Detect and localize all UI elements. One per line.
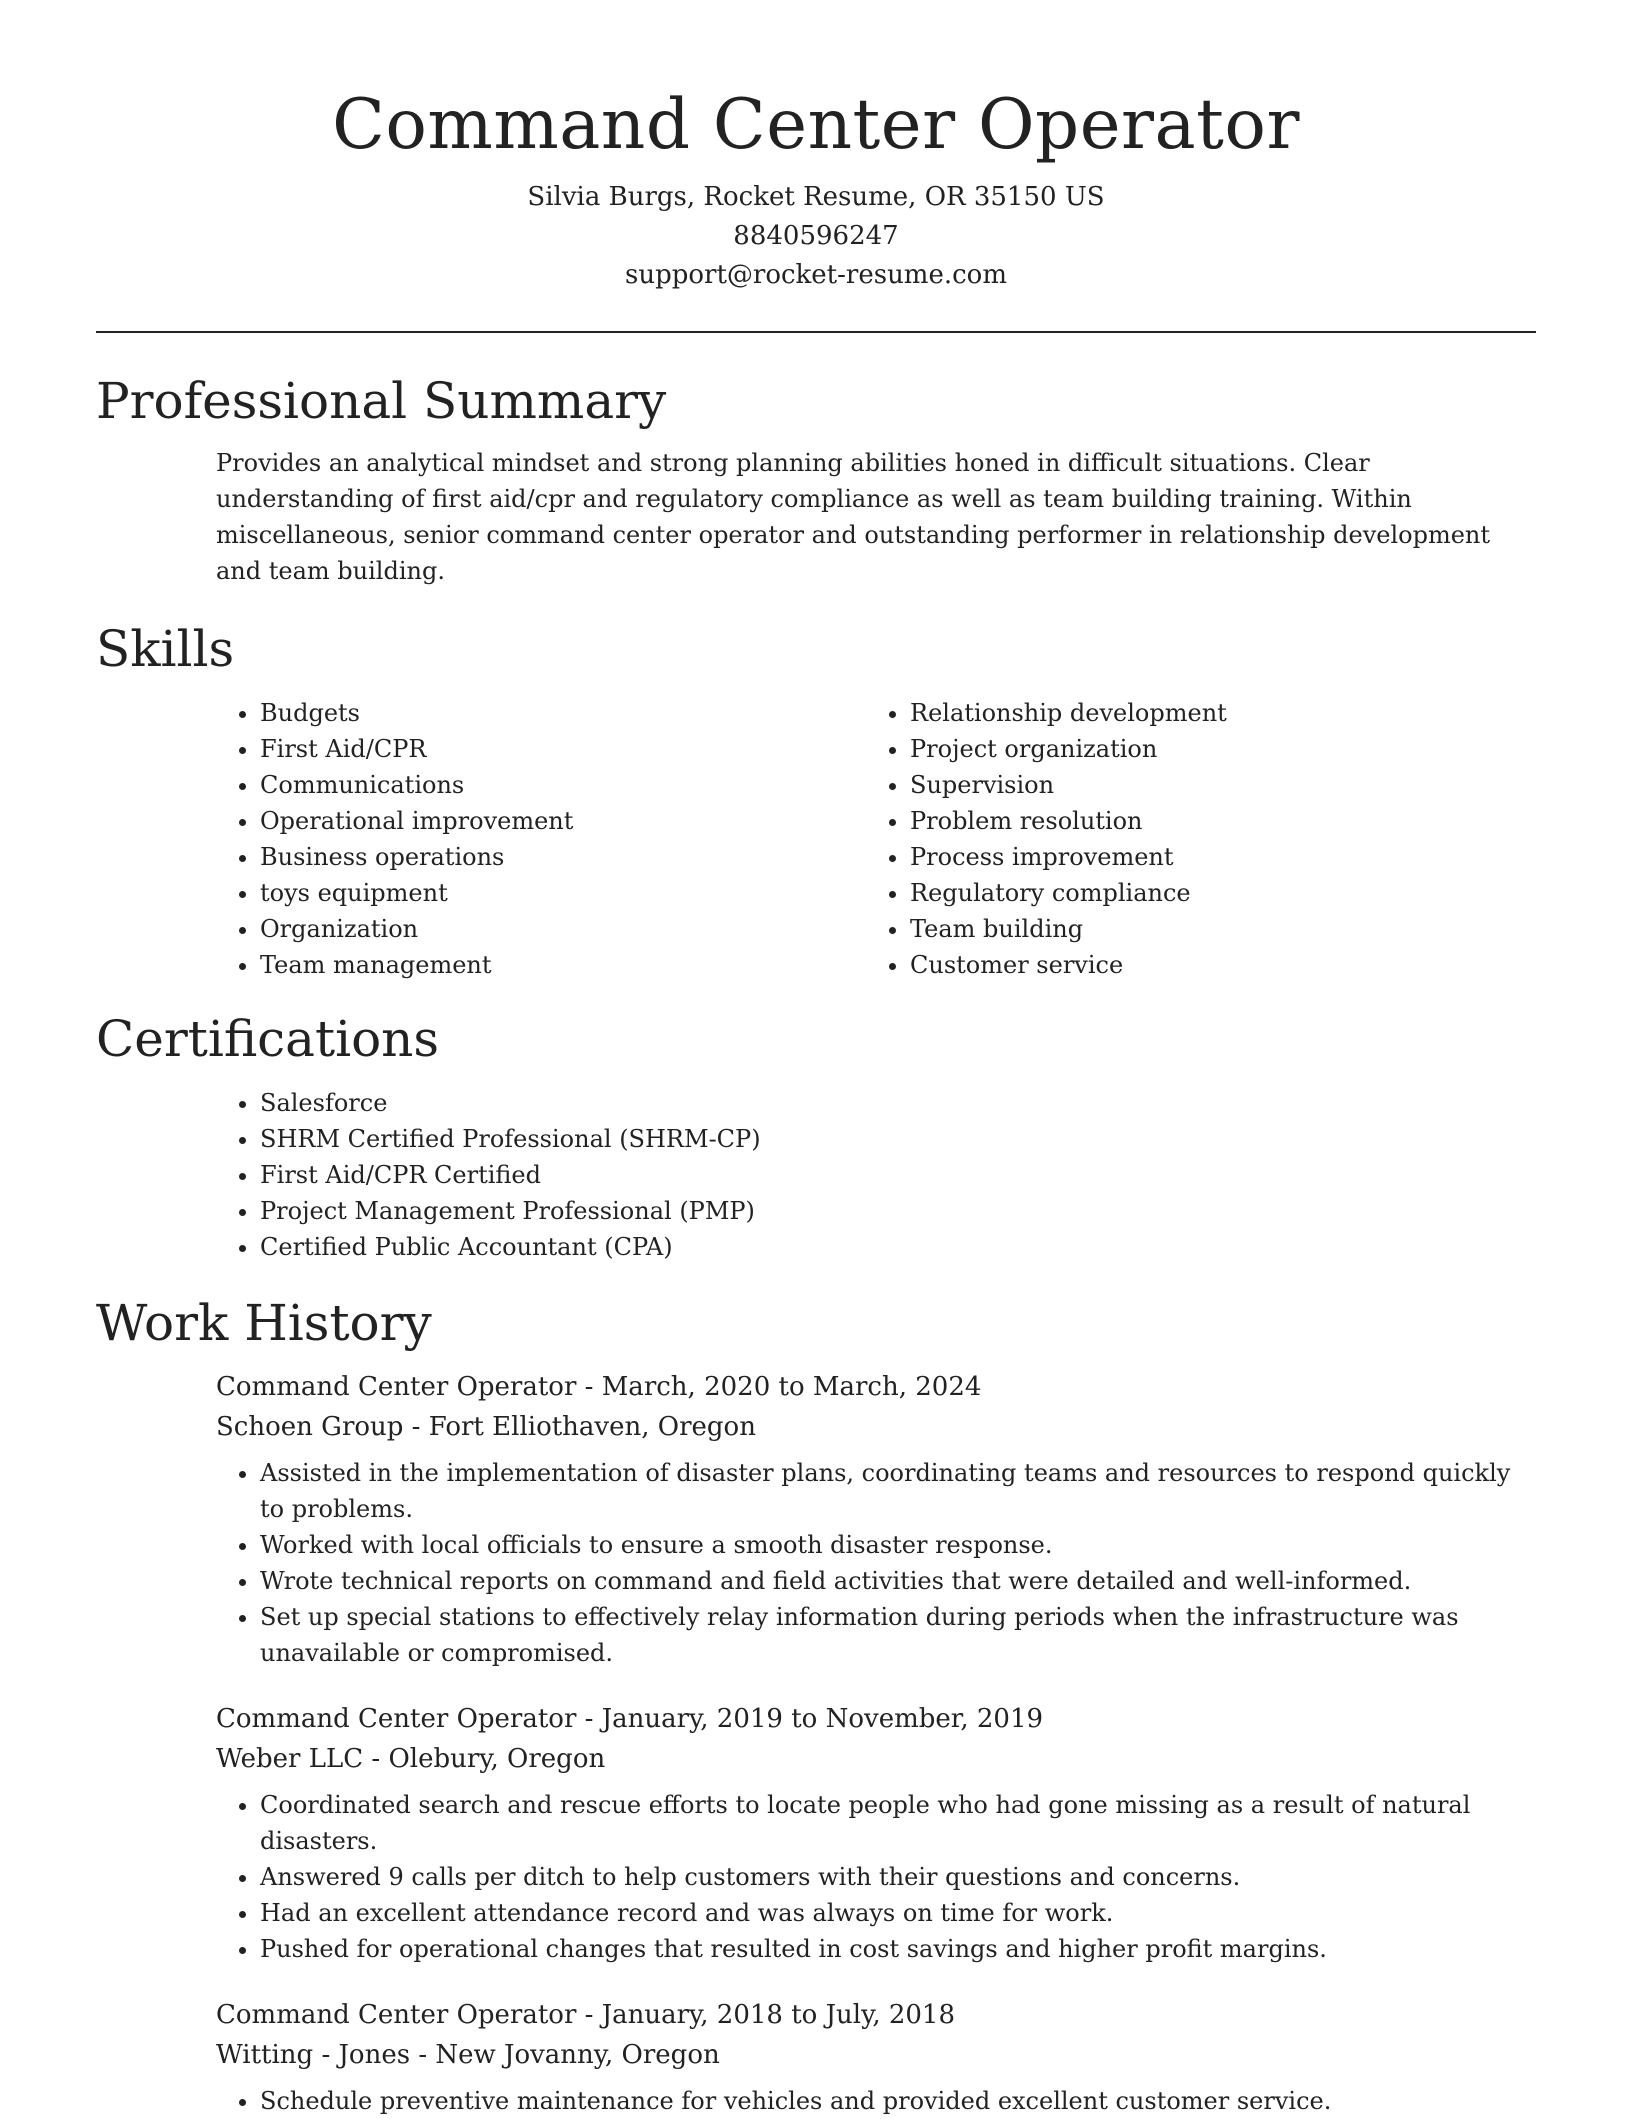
job-company: Witting - Jones [216, 2040, 411, 2070]
job-role: Command Center Operator [216, 2000, 577, 2030]
job-bullet: • Schedule preventive maintenance for vehicles and provided excellent customer service. [260, 2083, 1536, 2119]
job-bullets [216, 1787, 1536, 1967]
skill-item: • Regulatory compliance [910, 875, 1516, 911]
job-bullets [216, 2083, 1536, 2119]
job-bullet: • Assisted in the implementation of disaster plans, coordinating teams and resources to respond quickly to problems. [260, 1455, 1536, 1527]
professional-summary-section [96, 371, 1536, 589]
job-bullet: • Wrote technical reports on command and field activities that were detailed and well-informed. [260, 1563, 1536, 1599]
skill-item: • Operational improvement [260, 803, 866, 839]
job-dates: - March, 2020 to March, 2024 [576, 1372, 982, 1402]
skills-section [96, 619, 1536, 983]
job-location: - Fort Elliothaven, Oregon [403, 1412, 756, 1442]
section-heading-work: Work History [96, 1294, 432, 1352]
skill-item: • Business operations [260, 839, 866, 875]
contact-email: support@rocket-resume.com [624, 260, 1007, 290]
certification-item: • Project Management Professional (PMP) [260, 1193, 1536, 1229]
contact-info [96, 178, 1536, 295]
job-dates: - January, 2018 to July, 2018 [576, 2000, 956, 2030]
skills-column-right [866, 695, 1516, 983]
certification-item: • First Aid/CPR Certified [260, 1157, 1536, 1193]
job-bullet: • Set up special stations to effectively relay information during periods when the infrastructure was unavailable or compromised. [260, 1599, 1536, 1671]
job-bullets [216, 1455, 1536, 1671]
section-heading-summary: Professional Summary [96, 372, 667, 430]
job-bullet: • Had an excellent attendance record and was always on time for work. [260, 1895, 1536, 1931]
skill-item: • Process improvement [910, 839, 1516, 875]
resume-page [96, 0, 1536, 2119]
job-title-line [216, 1699, 1536, 1739]
job-entry [216, 1995, 1536, 2119]
summary-text: Provides an analytical mindset and strong planning abilities honed in difficult situations. Clear understanding of first aid/cpr and regulatory compliance as well as team building training. Within miscellaneous, senior command center operator and outstanding performer in relationship development and team building. [216, 449, 1491, 585]
job-bullet: • Coordinated search and rescue efforts to locate people who had gone missing as a result of natural disasters. [260, 1787, 1536, 1859]
skill-item: • Customer service [910, 947, 1516, 983]
job-entry [216, 1699, 1536, 1967]
job-title-line [216, 1367, 1536, 1407]
certification-item: • Certified Public Accountant (CPA) [260, 1229, 1536, 1265]
skill-item: • Team management [260, 947, 866, 983]
job-company: Weber LLC [216, 1744, 364, 1774]
skill-item: • First Aid/CPR [260, 731, 866, 767]
skill-item: • Communications [260, 767, 866, 803]
job-dates: - January, 2019 to November, 2019 [576, 1704, 1044, 1734]
job-company-line [216, 1407, 1536, 1447]
job-title-line [216, 1995, 1536, 2035]
resume-header [96, 0, 1536, 295]
contact-phone: 8840596247 [733, 221, 899, 251]
skill-item: • toys equipment [260, 875, 866, 911]
job-location: - New Jovanny, Oregon [410, 2040, 720, 2070]
job-role: Command Center Operator [216, 1372, 577, 1402]
work-history-section [96, 1293, 1536, 2119]
skill-item: • Team building [910, 911, 1516, 947]
skill-item: • Budgets [260, 695, 866, 731]
job-location: - Olebury, Oregon [363, 1744, 606, 1774]
certification-item: • SHRM Certified Professional (SHRM-CP) [260, 1121, 1536, 1157]
job-company: Schoen Group [216, 1412, 404, 1442]
certifications-section [96, 1009, 1536, 1265]
job-company-line [216, 2035, 1536, 2075]
job-role: Command Center Operator [216, 1704, 577, 1734]
job-bullet: • Pushed for operational changes that resulted in cost savings and higher profit margins. [260, 1931, 1536, 1967]
section-heading-skills: Skills [96, 620, 235, 678]
job-company-line [216, 1739, 1536, 1779]
skills-grid [216, 695, 1536, 983]
header-divider [96, 331, 1536, 333]
resume-title: Command Center Operator [332, 85, 1300, 165]
certifications-list [216, 1085, 1536, 1265]
job-bullet: • Worked with local officials to ensure a smooth disaster response. [260, 1527, 1536, 1563]
job-entry [216, 1367, 1536, 1671]
skill-item: • Problem resolution [910, 803, 1516, 839]
job-bullet: • Answered 9 calls per ditch to help customers with their questions and concerns. [260, 1859, 1536, 1895]
contact-address: Silvia Burgs, Rocket Resume, OR 35150 US [527, 182, 1105, 212]
skill-item: • Supervision [910, 767, 1516, 803]
skill-item: • Organization [260, 911, 866, 947]
certification-item: • Salesforce [260, 1085, 1536, 1121]
section-heading-certifications: Certifications [96, 1010, 440, 1068]
skills-column-left [216, 695, 866, 983]
skill-item: • Project organization [910, 731, 1516, 767]
skill-item: • Relationship development [910, 695, 1516, 731]
